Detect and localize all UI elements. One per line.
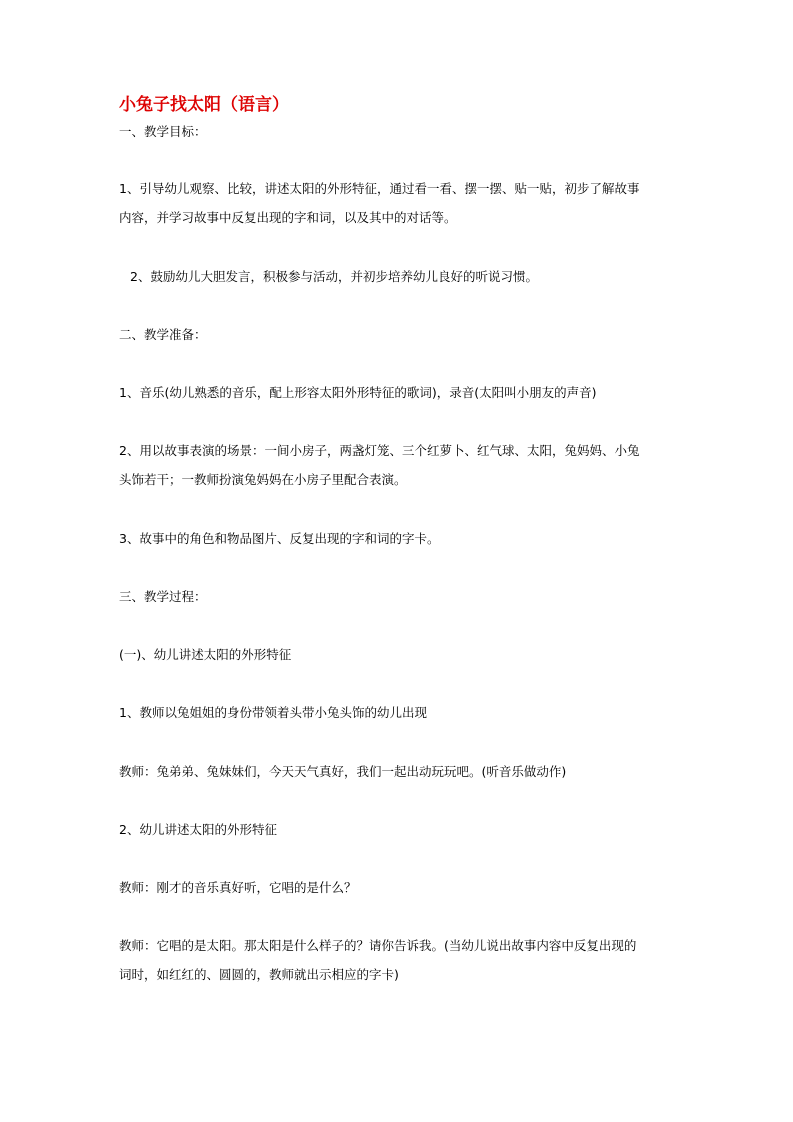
document-title: 小兔子找太阳（语言）: [119, 95, 289, 115]
paragraph-line: 内容，并学习故事中反复出现的字和词，以及其中的对话等。: [119, 210, 457, 225]
paragraph-line: 3、故事中的角色和物品图片、反复出现的字和词的字卡。: [119, 531, 440, 546]
paragraph-line: 2、鼓励幼儿大胆发言，积极参与活动，并初步培养幼儿良好的听说习惯。: [130, 269, 538, 284]
section-heading-goals: 一、教学目标：: [119, 124, 207, 139]
paragraph-line: 2、用以故事表演的场景：一间小房子，两盏灯笼、三个红萝卜、红气球、太阳，兔妈妈、小兔: [119, 443, 640, 458]
paragraph-line: 1、引导幼儿观察、比较，讲述太阳的外形特征，通过看一看、摆一摆、贴一贴，初步了解故事: [119, 181, 640, 196]
paragraph-line: 2、幼儿讲述太阳的外形特征: [119, 822, 277, 837]
paragraph-line: 词时，如红红的、圆圆的，教师就出示相应的字卡): [119, 967, 399, 982]
paragraph-line: 1、音乐(幼儿熟悉的音乐，配上形容太阳外形特征的歌词)，录音(太阳叫小朋友的声音): [119, 385, 597, 400]
section-heading-preparation: 二、教学准备：: [119, 327, 207, 342]
paragraph-line: 教师：兔弟弟、兔妹妹们，今天天气真好，我们一起出动玩玩吧。(听音乐做动作): [119, 764, 567, 779]
subsection-heading: (一)、幼儿讲述太阳的外形特征: [119, 647, 292, 662]
paragraph-line: 教师：它唱的是太阳。那太阳是什么样子的？请你告诉我。(当幼儿说出故事内容中反复出现的: [119, 938, 637, 953]
paragraph-line: 1、教师以兔姐姐的身份带领着头带小兔头饰的幼儿出现: [119, 705, 427, 720]
section-heading-process: 三、教学过程：: [119, 589, 207, 604]
paragraph-line: 教师：刚才的音乐真好听，它唱的是什么？: [119, 880, 357, 895]
paragraph-line: 头饰若干；一教师扮演兔妈妈在小房子里配合表演。: [119, 472, 407, 487]
